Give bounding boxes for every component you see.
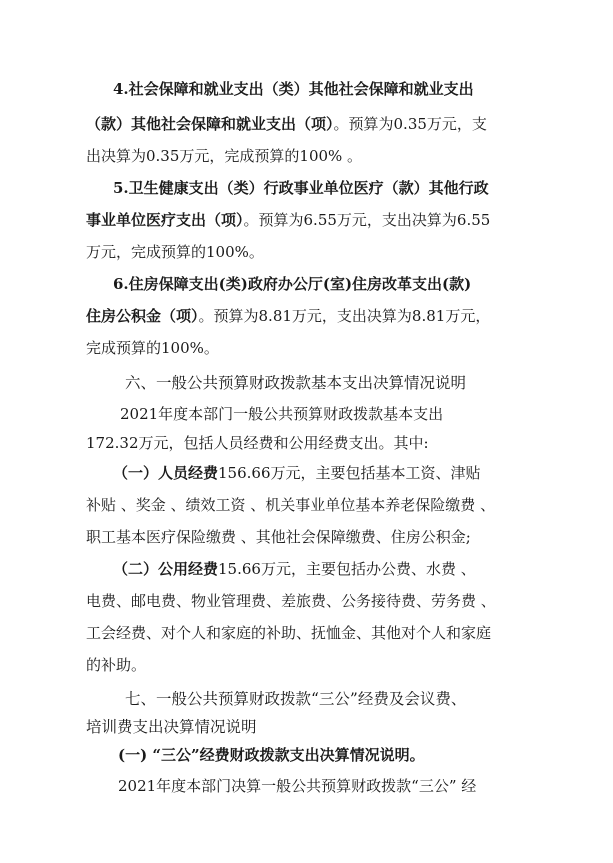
section4-line2-bold: （款）其他社会保障和就业支出（项） <box>86 115 334 133</box>
personnel-line3: 职工基本医疗保险缴费 、其他社会保障缴费、住房公积金; <box>86 528 471 546</box>
personnel-line2: 补贴 、奖金 、绩效工资 、机关事业单位基本养老保险缴费 、 <box>86 496 496 514</box>
section4-line1: 4.社会保障和就业支出（类）其他社会保障和就业支出 <box>113 80 474 98</box>
section6-line2-bold: 住房公积金（项） <box>86 307 199 325</box>
heading-section-7-line1: 七、一般公共预算财政拨款“三公”经费及会议费、 <box>125 690 467 708</box>
para7-line1: 2021年度本部门决算一般公共预算财政拨款“三公” 经 <box>118 777 477 795</box>
heading-section-6: 六、一般公共预算财政拨款基本支出决算情况说明 <box>125 374 467 392</box>
section4-line3: 出决算为0.35万元，完成预算的100% 。 <box>86 147 363 165</box>
section4-line2-text: 。预算为0.35万元，支 <box>333 115 487 133</box>
section5-line3: 万元，完成预算的100%。 <box>86 243 264 261</box>
section5-line2-text: 。预算为6.55万元，支出决算为6.55 <box>243 211 491 229</box>
section5-line2-bold: 事业单位医疗支出（项） <box>86 211 244 229</box>
para6-line2: 172.32万元，包括人员经费和公用经费支出。其中: <box>86 434 429 452</box>
section6-line3: 完成预算的100%。 <box>86 339 219 357</box>
public-line3: 工会经费、对个人和家庭的补助、抚恤金、其他对个人和家庭 <box>86 624 492 642</box>
public-title: （二）公用经费 <box>113 560 219 578</box>
section5-line1: 5.卫生健康支出（类）行政事业单位医疗（款）其他行政 <box>113 179 489 197</box>
public-line2: 电费、邮电费、物业管理费、差旅费、公务接待费、劳务费 、 <box>86 592 496 610</box>
para6-line1: 2021年度本部门一般公共预算财政拨款基本支出 <box>120 405 444 423</box>
personnel-line1-text: 156.66万元，主要包括基本工资、津贴 <box>218 464 481 482</box>
section6-line1: 6.住房保障支出(类)政府办公厅(室)住房改革支出(款) <box>113 275 472 293</box>
public-line4: 的补助。 <box>86 656 147 674</box>
section6-line2-text: 。预算为8.81万元，支出决算为8.81万元， <box>198 307 491 325</box>
public-line1-text: 15.66万元，主要包括办公费、水费 、 <box>218 560 476 578</box>
subheading-three-public: (一) “三公”经费财政拨款支出决算情况说明。 <box>118 746 425 764</box>
personnel-line1 <box>113 463 481 483</box>
section6-line2 <box>86 306 490 326</box>
heading-section-7-line2: 培训费支出决算情况说明 <box>86 718 257 736</box>
personnel-title: （一）人员经费 <box>113 464 219 482</box>
section5-line2 <box>86 210 490 230</box>
public-line1 <box>113 559 476 579</box>
section4-line2 <box>86 114 487 134</box>
